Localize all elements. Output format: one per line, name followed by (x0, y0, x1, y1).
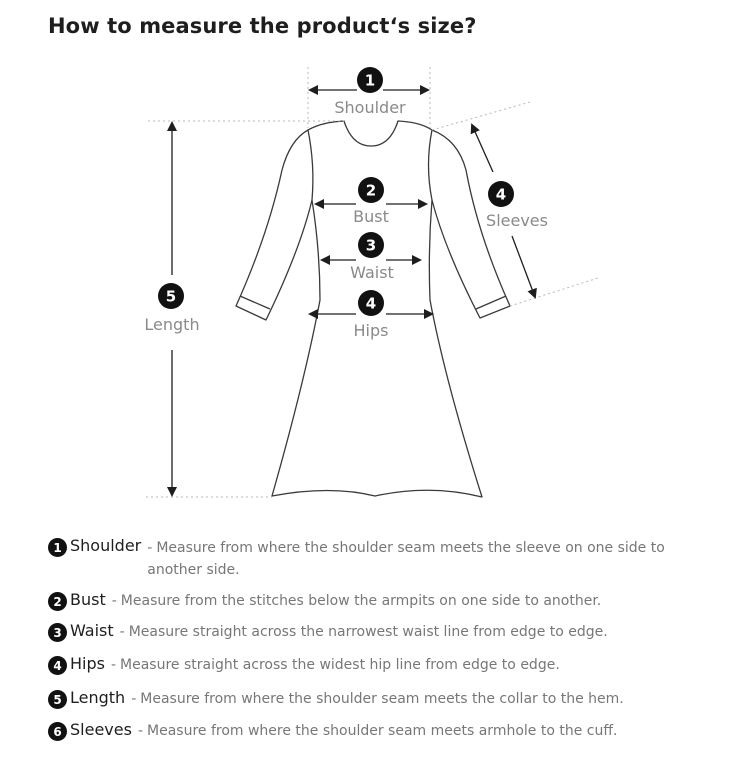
label-shoulder: Shoulder (334, 98, 406, 117)
page-title: How to measure the product‘s size? (48, 14, 477, 38)
legend-term: Waist (70, 621, 114, 640)
marker-shoulder (334, 67, 406, 117)
legend-row-bust (48, 590, 728, 612)
marker-waist (350, 232, 394, 282)
cuff-right (476, 296, 506, 309)
measurement-legend (48, 536, 728, 742)
legend-desc: - Measure from the stitches below the armpits on one side to another. (111, 593, 602, 609)
legend-term: Bust (70, 590, 106, 609)
legend-row-sleeves (48, 720, 728, 742)
sleeves-arrow-bottom (512, 236, 535, 297)
marker-hips (354, 290, 389, 340)
svg-text:1: 1 (364, 71, 376, 90)
legend-badge: 4 (48, 656, 67, 675)
sleeve-seam-right (429, 130, 433, 200)
legend-desc: - Measure straight across the narrowest waist line from edge to edge. (119, 624, 608, 640)
label-length: Length (144, 315, 200, 334)
legend-desc: - Measure from where the shoulder seam meets armhole to the cuff. (137, 723, 618, 739)
label-waist: Waist (350, 263, 394, 282)
legend-term: Sleeves (70, 720, 132, 739)
svg-text:5: 5 (165, 287, 177, 306)
legend-desc: - Measure straight across the widest hip line from edge to edge. (110, 657, 560, 673)
cuff-left (240, 296, 270, 309)
svg-text:2: 2 (365, 181, 377, 200)
sleeves-arrow-top (472, 125, 493, 172)
legend-term: Shoulder (70, 536, 142, 555)
marker-length (144, 283, 199, 334)
svg-text:4: 4 (495, 185, 507, 204)
legend-row-waist (48, 621, 728, 643)
legend-badge: 5 (48, 690, 67, 709)
sleeve-seam-left (308, 130, 313, 200)
label-bust: Bust (353, 207, 389, 226)
measure-arrows (172, 90, 535, 495)
legend-row-length (48, 688, 728, 710)
legend-desc: - Measure from where the shoulder seam meets the sleeve on one side to another side. (147, 540, 665, 578)
legend-desc: - Measure from where the shoulder seam meets the collar to the hem. (131, 691, 624, 707)
marker-bust (353, 177, 389, 226)
guide-lines (146, 67, 598, 497)
svg-text:3: 3 (365, 236, 377, 255)
legend-term: Length (70, 688, 126, 707)
legend-badge: 3 (48, 623, 67, 642)
legend-badge: 1 (48, 538, 67, 557)
svg-text:4: 4 (365, 294, 377, 313)
legend-term: Hips (70, 654, 105, 673)
label-hips: Hips (353, 321, 389, 340)
legend-badge: 6 (48, 722, 67, 741)
label-sleeves: Sleeves (486, 211, 548, 230)
legend-badge: 2 (48, 592, 67, 611)
marker-sleeves (486, 181, 548, 230)
legend-row-hips (48, 654, 728, 676)
legend-row-shoulder (48, 536, 728, 580)
